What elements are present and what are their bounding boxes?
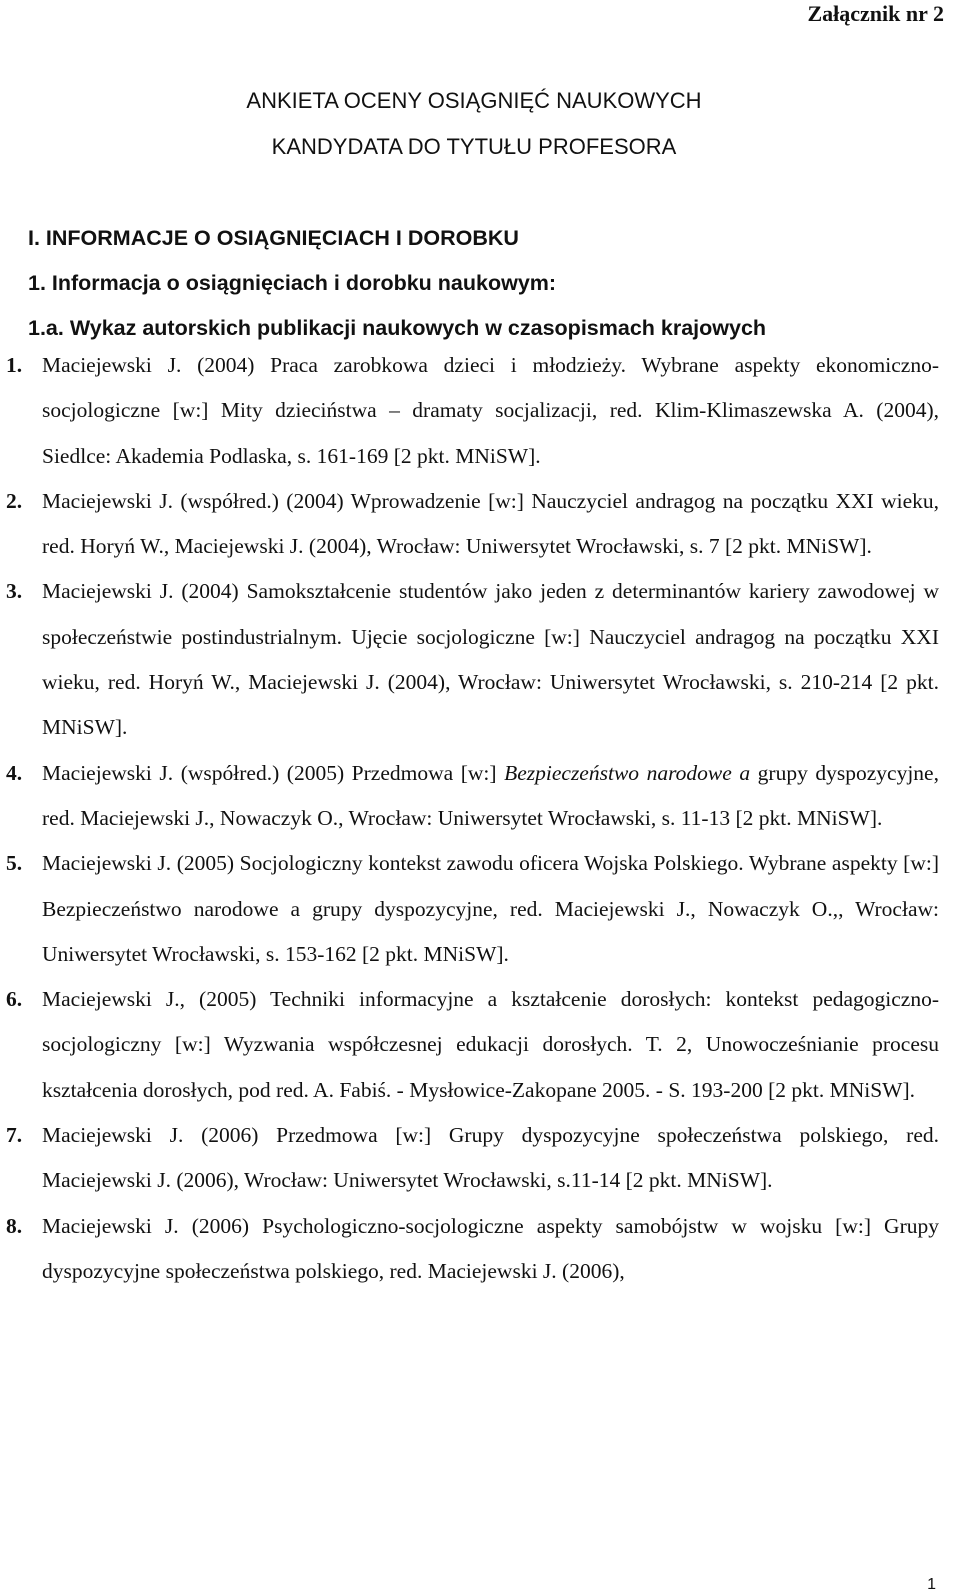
entry-text: Maciejewski J. (2004) Samokształcenie studentów jako jeden z determinantów kariery zawodowej w społeczeństwie postindustrialnym. Ujęcie socjologiczne [w:] Nauczyciel andragog na początku XXI wieku, red. Horyń W., Maciejewski J. (2004), Wrocław: Uniwersytet Wrocławski, s. 210-214 [2 pkt. MNiSW].: [42, 579, 939, 740]
entry-text: Maciejewski J., (2005) Techniki informacyjne a kształcenie dorosłych: kontekst pedagogiczno-socjologiczny [w:] Wyzwania współczesnej edukacji dorosłych. T. 2, Unowocześnianie procesu kształcenia dorosłych, pod red. A. Fabiś. - Mysłowice-Zakopane 2005. - S. 193-200 [2 pkt. MNiSW].: [42, 987, 939, 1102]
publication-entry-5: [0, 841, 960, 977]
entry-number: 2.: [6, 488, 23, 513]
publication-entry-8: [0, 1204, 960, 1295]
entry-text-after: grupy dyspozycyjne, red. Maciejewski J., Nowaczyk O., Wrocław: Uniwersytet Wrocławski, s. 11-13 [2 pkt. MNiSW].: [42, 760, 939, 830]
publication-entry-7: [0, 1113, 960, 1204]
section-heading-1: I. INFORMACJE O OSIĄGNIĘCIACH I DOROBKU: [28, 226, 519, 250]
entry-text: Maciejewski J. (2005) Socjologiczny kontekst zawodu oficera Wojska Polskiego. Wybrane aspekty [w:] Bezpieczeństwo narodowe a grupy dyspozycyjne, red. Maciejewski J., Nowaczyk O.,, Wrocław: Uniwersytet Wrocławski, s. 153-162 [2 pkt. MNiSW].: [42, 851, 939, 966]
publication-list: [0, 343, 960, 1294]
entry-text: [42, 751, 939, 842]
page-number: 1: [927, 1576, 936, 1593]
publication-entry-1: [0, 343, 960, 479]
entry-text: Maciejewski J. (2006) Przedmowa [w:] Grupy dyspozycyjne społeczeństwa polskiego, red. Maciejewski J. (2006), Wrocław: Uniwersytet Wrocławski, s.11-14 [2 pkt. MNiSW].: [42, 1123, 939, 1193]
section-heading-3: 1.a. Wykaz autorskich publikacji naukowych w czasopismach krajowych: [28, 316, 767, 340]
attachment-label: Załącznik nr 2: [807, 1, 944, 26]
publication-entry-4: [0, 751, 960, 842]
entry-number: 7.: [6, 1123, 23, 1148]
entry-text: Maciejewski J. (2004) Praca zarobkowa dzieci i młodzieży. Wybrane aspekty ekonomiczno-socjologiczne [w:] Mity dzieciństwa – dramaty socjalizacji, red. Klim-Klimaszewska A. (2004), Siedlce: Akademia Podlaska, s. 161-169 [2 pkt. MNiSW].: [42, 353, 939, 468]
section-heading-2: 1. Informacja o osiągnięciach i dorobku naukowym:: [28, 271, 557, 295]
document-title-line2: KANDYDATA DO TYTUŁU PROFESORA: [271, 134, 677, 159]
entry-number: 1.: [6, 353, 23, 377]
entry-text-italic: Bezpieczeństwo narodowe a: [504, 760, 751, 785]
entry-text: Maciejewski J. (2006) Psychologiczno-socjologiczne aspekty samobójstw w wojsku [w:] Grupy dyspozycyjne społeczeństwa polskiego, red. Maciejewski J. (2006),: [42, 1213, 939, 1283]
publication-entry-3: [0, 569, 960, 750]
entry-number: 6.: [6, 987, 23, 1012]
entry-text: Maciejewski J. (współred.) (2004) Wprowadzenie [w:] Nauczyciel andragog na początku XXI wieku, red. Horyń W., Maciejewski J. (2004), Wrocław: Uniwersytet Wrocławski, s. 7 [2 pkt. MNiSW].: [42, 488, 939, 559]
publication-entry-6: [0, 977, 960, 1113]
document-title-line1: ANKIETA OCENY OSIĄGNIĘĆ NAUKOWYCH: [246, 88, 702, 113]
publication-entry-2: [0, 479, 960, 570]
entry-number: 4.: [6, 760, 23, 785]
entry-number: 8.: [6, 1213, 23, 1238]
entry-text-before: Maciejewski J. (współred.) (2005) Przedmowa [w:]: [42, 760, 505, 785]
entry-number: 5.: [6, 851, 23, 876]
entry-number: 3.: [6, 579, 23, 604]
